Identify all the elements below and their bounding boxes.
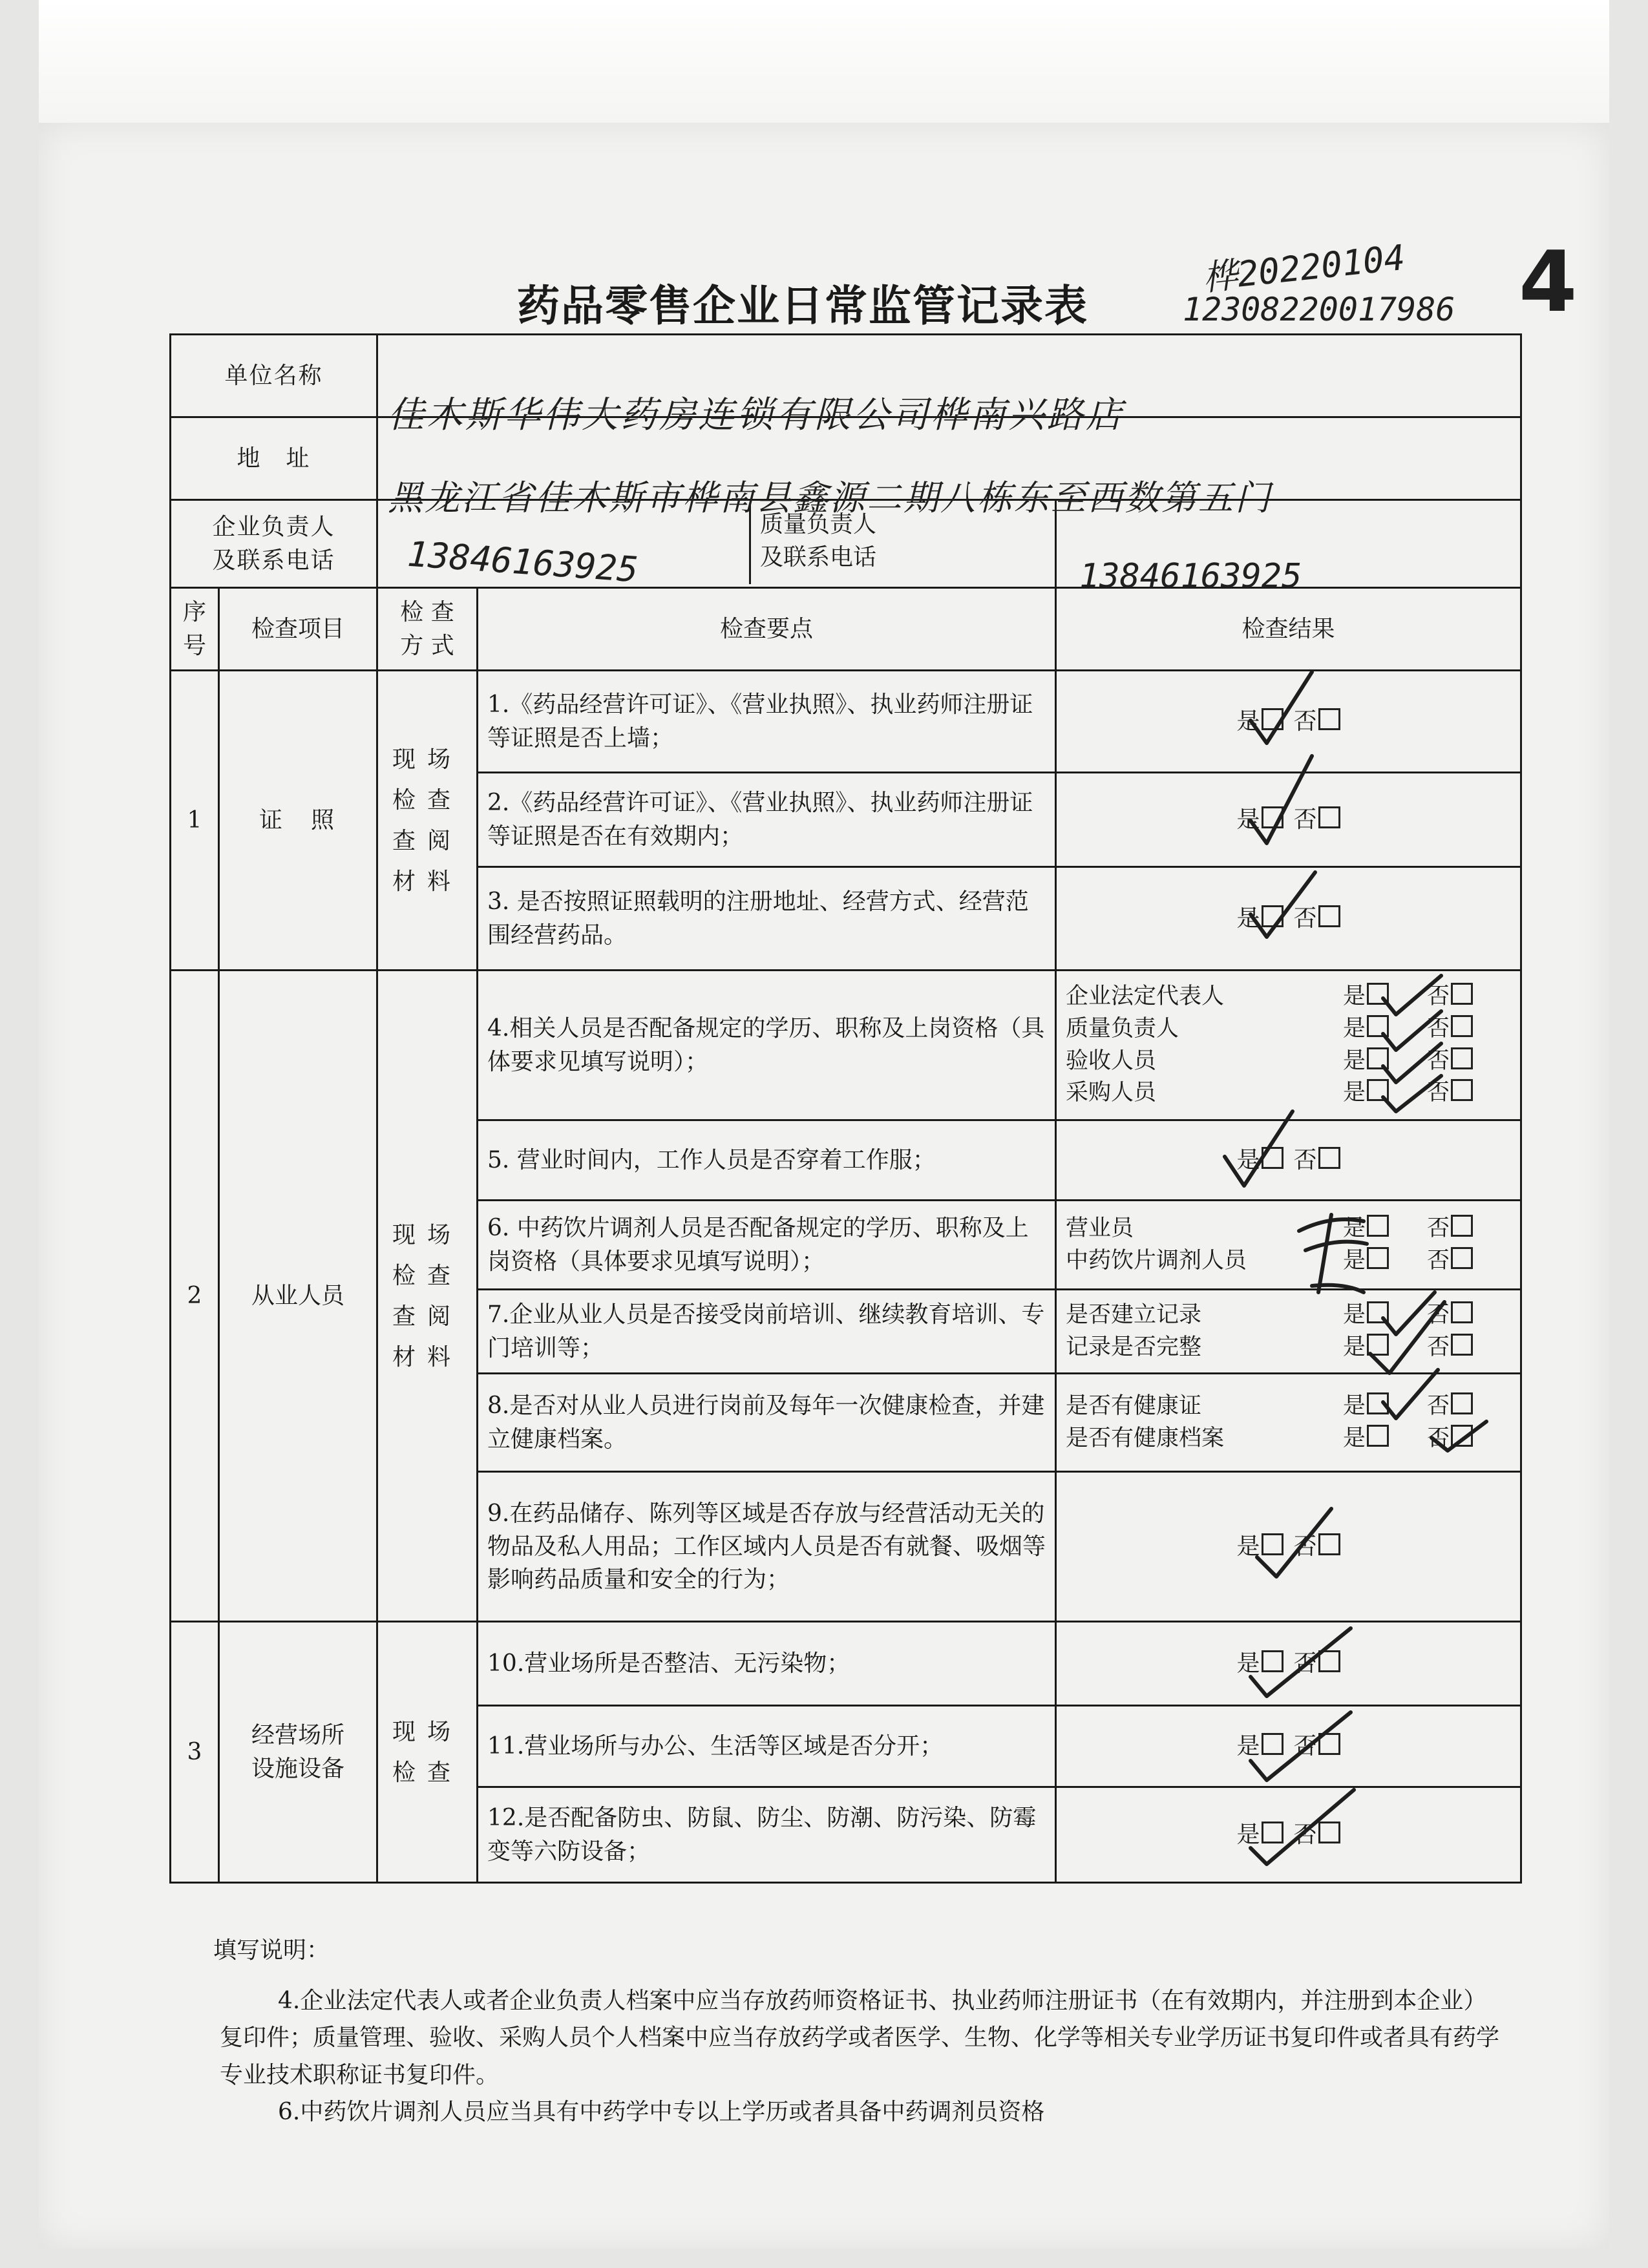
no-checkbox[interactable] [1451,1392,1473,1414]
yes-label: 是 [1236,1821,1260,1848]
yes-label: 是 [1343,1015,1366,1042]
no-checkbox[interactable] [1451,1015,1473,1037]
yes-checkbox[interactable] [1367,983,1389,1005]
result-11[interactable] [1056,1706,1521,1787]
no-label: 否 [1293,905,1317,932]
yes-checkbox[interactable] [1367,1047,1389,1069]
yes-label: 是 [1343,1392,1366,1419]
col-no-line2: 号 [182,632,206,659]
result-1[interactable] [1056,671,1521,773]
yes-checkbox[interactable] [1262,1822,1284,1843]
result-9[interactable] [1056,1472,1521,1622]
yes-checkbox[interactable] [1367,1425,1389,1447]
sub-item-label: 质量负责人 [1066,1015,1179,1042]
point-6: 6. 中药饮片调剂人员是否配备规定的学历、职称及上岗资格（具体要求见填写说明）； [478,1201,1056,1290]
no-label: 否 [1293,1732,1317,1759]
point-8: 8.是否对从业人员进行岗前及每年一次健康检查，并建立健康档案。 [478,1374,1056,1472]
responsible-label-line1: 企业负责人 [212,514,335,541]
yes-label: 是 [1236,806,1260,833]
no-checkbox[interactable] [1318,1822,1340,1843]
yes-checkbox[interactable] [1367,1247,1389,1269]
section-3-name-line1: 经营场所 [251,1722,345,1749]
unit-name-label: 单位名称 [171,335,377,417]
no-checkbox[interactable] [1451,1047,1473,1069]
no-label: 否 [1427,1015,1450,1042]
point-7: 7.企业从业人员是否接受岗前培训、继续教育培训、专门培训等； [478,1290,1056,1374]
yes-label: 是 [1343,1334,1366,1360]
no-label: 否 [1427,1215,1450,1241]
result-7[interactable] [1056,1290,1521,1374]
sub-item-label: 是否有健康档案 [1066,1425,1225,1451]
yes-label: 是 [1236,1533,1260,1560]
no-checkbox[interactable] [1318,1147,1340,1169]
result-7-list [1066,1299,1511,1363]
yes-label: 是 [1343,1301,1366,1328]
yes-label: 是 [1343,1047,1366,1074]
point-1: 1.《药品经营许可证》、《营业执照》、执业药师注册证等证照是否上墙； [478,671,1056,773]
handwritten-quality-phone: 13846163925 [1079,557,1302,596]
quality-label-line1: 质量负责人 [760,510,877,538]
no-checkbox[interactable] [1451,1079,1473,1101]
no-label: 否 [1427,1425,1450,1451]
no-label: 否 [1427,1334,1450,1360]
no-checkbox[interactable] [1451,1334,1473,1356]
col-method-line2: 方 式 [400,632,454,659]
filling-notes [213,1932,1506,2131]
no-checkbox[interactable] [1318,806,1340,828]
no-checkbox[interactable] [1451,1215,1473,1237]
no-checkbox[interactable] [1451,1425,1473,1447]
page-top-band [39,0,1609,129]
note-4: 4.企业法定代表人或者企业负责人档案中应当存放药师资格证书、执业药师注册证书（在有效期内，并注册到本企业）复印件；质量管理、验收、采购人员个人档案中应当存放药学或者医学、生物、化学等相关专业学历证书复印件或者具有药学专业技术职称证书复印件。 [220,1987,1500,2088]
yes-checkbox[interactable] [1367,1079,1389,1101]
inspection-table [169,333,1522,1884]
result-8[interactable] [1056,1374,1521,1472]
yes-checkbox[interactable] [1367,1392,1389,1414]
yes-label: 是 [1236,905,1260,932]
no-checkbox[interactable] [1451,983,1473,1005]
result-8-list [1066,1391,1511,1454]
sub-item-label: 验收人员 [1066,1047,1157,1074]
sub-item-label: 是否建立记录 [1066,1301,1202,1328]
result-3[interactable] [1056,867,1521,971]
yes-checkbox[interactable] [1367,1334,1389,1356]
no-label: 否 [1427,1247,1450,1274]
yes-label: 是 [1343,1215,1366,1241]
col-no-line1: 序 [182,599,206,626]
section-1-method: 现场检查查阅材料 [377,671,478,971]
table-row [171,1622,1521,1706]
col-result: 检查结果 [1056,588,1521,671]
quality-label-line2: 及联系电话 [760,543,877,571]
result-12[interactable] [1056,1787,1521,1883]
handwritten-page-number: 4 [1519,233,1578,331]
result-2[interactable] [1056,773,1521,867]
col-method-line1: 检 查 [400,599,454,626]
notes-heading: 填写说明： [213,1937,330,1964]
yes-label: 是 [1236,708,1260,735]
column-header-row [171,588,1521,671]
yes-checkbox[interactable] [1367,1215,1389,1237]
sub-item-label: 营业员 [1066,1215,1134,1241]
section-3-name-line2: 设施设备 [251,1755,345,1782]
point-10: 10.营业场所是否整洁、无污染物； [478,1622,1056,1706]
section-2-method: 现场检查查阅材料 [377,971,478,1622]
yes-checkbox[interactable] [1367,1015,1389,1037]
point-9: 9.在药品储存、陈列等区域是否存放与经营活动无关的物品及私人用品；工作区域内人员是否有就餐、吸烟等影响药品质量和安全的行为； [478,1472,1056,1622]
no-checkbox[interactable] [1318,1650,1340,1672]
yes-checkbox[interactable] [1262,905,1284,927]
no-label: 否 [1427,1047,1450,1074]
result-4-list [1066,981,1511,1109]
handwritten-address: 黑龙江省佳木斯市桦南县鑫源二期八栋东至西数第五门 [388,478,1272,518]
no-checkbox[interactable] [1318,1533,1340,1555]
result-5[interactable] [1056,1120,1521,1201]
table-row [171,971,1521,1120]
yes-label: 是 [1343,1425,1366,1451]
table-row [171,671,1521,773]
yes-label: 是 [1236,1732,1260,1759]
responsible-label-line2: 及联系电话 [212,547,335,574]
sub-item-label: 中药饮片调剂人员 [1066,1247,1247,1274]
section-3-no: 3 [171,1622,219,1883]
yes-checkbox[interactable] [1262,1650,1284,1672]
yes-checkbox[interactable] [1262,1733,1284,1755]
col-method [377,588,478,671]
point-4: 4.相关人员是否配备规定的学历、职称及上岗资格（具体要求见填写说明）； [478,971,1056,1120]
sub-item-label: 是否有健康证 [1066,1392,1202,1419]
yes-checkbox[interactable] [1262,1533,1284,1555]
no-checkbox[interactable] [1318,1733,1340,1755]
yes-checkbox[interactable] [1367,1301,1389,1323]
section-1-no: 1 [171,671,219,971]
col-item: 检查项目 [219,588,377,671]
col-no [171,588,219,671]
page-title: 药品零售企业日常监管记录表 [517,281,1088,331]
yes-label: 是 [1236,1146,1260,1173]
no-label: 否 [1293,1650,1317,1677]
result-6[interactable] [1056,1201,1521,1290]
no-label: 否 [1293,1533,1317,1560]
no-label: 否 [1293,1821,1317,1848]
address-label: 地 址 [171,417,377,500]
no-label: 否 [1427,1080,1450,1106]
point-2: 2.《药品经营许可证》、《营业执照》、执业药师注册证等证照是否在有效期内； [478,773,1056,867]
handwritten-record-id: 12308220017986 [1183,291,1455,328]
section-2-no: 2 [171,971,219,1622]
result-4[interactable] [1056,971,1521,1120]
no-label: 否 [1427,1301,1450,1328]
handwritten-unit-name: 佳木斯华伟大药房连锁有限公司桦南兴路店 [388,394,1125,436]
point-3: 3. 是否按照证照载明的注册地址、经营方式、经营范围经营药品。 [478,867,1056,971]
yes-checkbox[interactable] [1262,1147,1284,1169]
result-10[interactable] [1056,1622,1521,1706]
col-points: 检查要点 [478,588,1056,671]
handwritten-date: 桦20220104 [1200,236,1407,299]
note-6: 6.中药饮片调剂人员应当具有中药学中专以上学历或者具备中药调剂员资格 [278,2099,1045,2126]
section-2-name: 从业人员 [219,971,377,1622]
handwritten-responsible-phone: 13846163925 [406,533,640,591]
sub-item-label: 采购人员 [1066,1080,1157,1106]
yes-checkbox[interactable] [1262,708,1284,730]
no-checkbox[interactable] [1451,1247,1473,1269]
no-label: 否 [1427,1392,1450,1419]
no-checkbox[interactable] [1318,708,1340,730]
result-6-list [1066,1213,1511,1277]
section-1-name: 证 照 [219,671,377,971]
section-3-method: 现场检查 [377,1622,478,1883]
responsible-label [171,500,377,588]
yes-label: 是 [1343,983,1366,1010]
sub-item-label: 企业法定代表人 [1066,983,1225,1010]
point-11: 11.营业场所与办公、生活等区域是否分开； [478,1706,1056,1787]
no-checkbox[interactable] [1451,1301,1473,1323]
no-checkbox[interactable] [1318,905,1340,927]
yes-label: 是 [1236,1650,1260,1677]
no-label: 否 [1293,806,1317,833]
yes-label: 是 [1343,1247,1366,1274]
no-label: 否 [1293,708,1317,735]
sub-item-label: 记录是否完整 [1066,1334,1202,1360]
no-label: 否 [1427,983,1450,1010]
yes-checkbox[interactable] [1262,806,1284,828]
point-12: 12.是否配备防虫、防鼠、防尘、防潮、防污染、防霉变等六防设备； [478,1787,1056,1883]
section-3-name [219,1622,377,1883]
no-label: 否 [1293,1146,1317,1173]
yes-label: 是 [1343,1080,1366,1106]
point-5: 5. 营业时间内，工作人员是否穿着工作服； [478,1120,1056,1201]
